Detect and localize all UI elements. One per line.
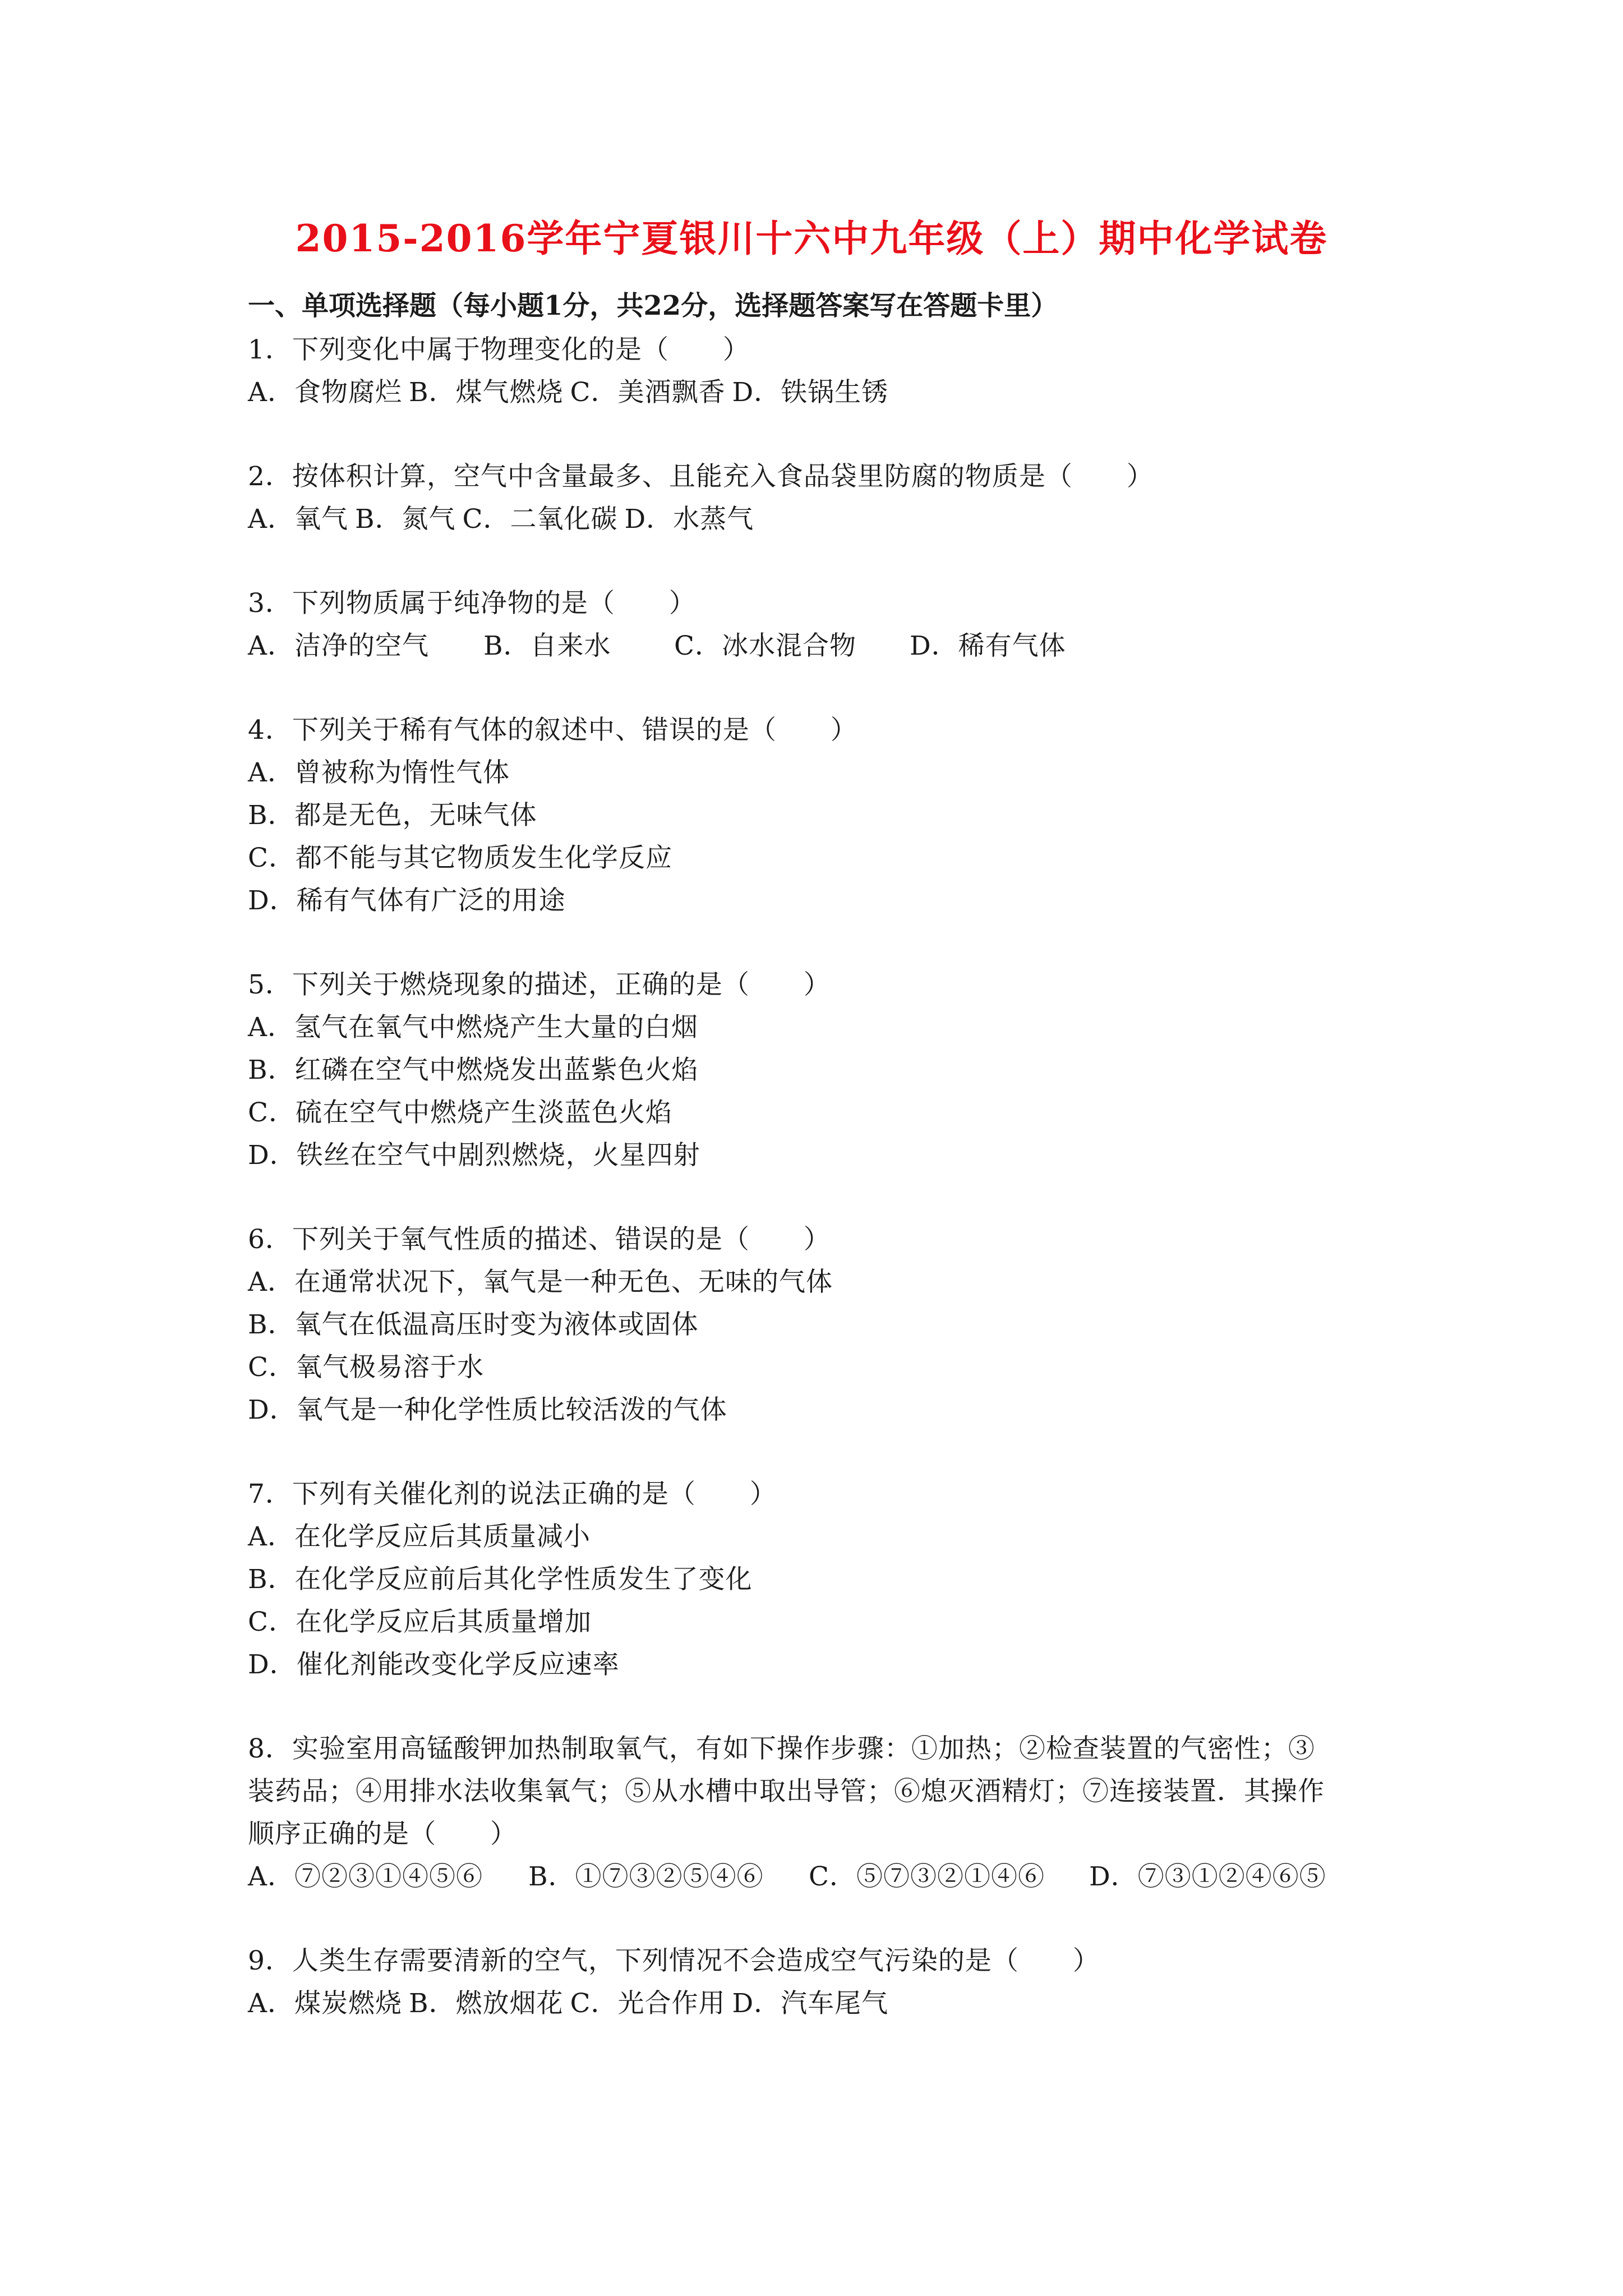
option-c: C．美酒飘香	[570, 377, 726, 408]
option-a: A．食物腐烂	[248, 377, 402, 408]
exam-title: 2015-2016学年宁夏银川十六中九年级（上）期中化学试卷	[295, 217, 1328, 260]
question-stem: 2．按体积计算，空气中含量最多、且能充入食品袋里防腐的物质是（ ）	[248, 461, 1154, 492]
option-d: D．汽车尾气	[732, 1988, 889, 2019]
option-a: A．在化学反应后其质量减小	[248, 1521, 591, 1552]
question-stem-line-1: 8．实验室用高锰酸钾加热制取氧气，有如下操作步骤：①加热；②检查装置的气密性；③	[248, 1733, 1315, 1764]
option-b: B．煤气燃烧	[408, 377, 564, 408]
option-b: B．自来水	[483, 631, 611, 661]
option-b: B．都是无色，无味气体	[248, 800, 537, 831]
option-b: B．氧气在低温高压时变为液体或固体	[248, 1309, 699, 1340]
option-a: A．煤炭燃烧	[248, 1988, 402, 2019]
question-stem-line-3: 顺序正确的是（ ）	[248, 1819, 517, 1849]
option-b: B．①⑦③②⑤④⑥	[528, 1861, 764, 1892]
option-b: B．氮气	[354, 504, 456, 535]
option-d: D．水蒸气	[624, 504, 754, 535]
question-6	[248, 1218, 1392, 1432]
option-c: C．二氧化碳	[462, 504, 618, 535]
section-heading: 一、单项选择题（每小题1分，共22分，选择题答案写在答题卡里）	[248, 290, 1058, 321]
option-c: C．氧气极易溶于水	[248, 1352, 484, 1383]
option-b: B．红磷在空气中燃烧发出蓝紫色火焰	[248, 1055, 699, 1085]
question-stem-line-2: 装药品；④用排水法收集氧气；⑤从水槽中取出导管；⑥熄灭酒精灯；⑦连接装置．其操作	[248, 1776, 1325, 1807]
option-a: A．在通常状况下，氧气是一种无色、无味的气体	[248, 1267, 833, 1297]
option-a: A．曾被称为惰性气体	[248, 757, 510, 788]
option-d: D．氧气是一种化学性质比较活泼的气体	[248, 1395, 727, 1425]
option-c: C．硫在空气中燃烧产生淡蓝色火焰	[248, 1097, 672, 1128]
option-row	[248, 498, 1392, 541]
option-d: D．稀有气体	[910, 631, 1066, 661]
question-list	[248, 329, 1392, 2067]
question-7	[248, 1473, 1392, 1686]
option-a: A．⑦②③①④⑤⑥	[248, 1861, 483, 1892]
question-9	[248, 1940, 1392, 2025]
option-row	[248, 1856, 1392, 1898]
option-c: C．在化学反应后其质量增加	[248, 1607, 592, 1637]
option-c: C．⑤⑦③②①④⑥	[809, 1861, 1045, 1892]
question-stem: 5．下列关于燃烧现象的描述，正确的是（ ）	[248, 969, 831, 1000]
option-a: A．氧气	[248, 504, 348, 535]
option-row	[248, 371, 1392, 414]
option-row	[248, 625, 1392, 668]
question-stem: 7．下列有关催化剂的说法正确的是（ ）	[248, 1479, 777, 1510]
question-4	[248, 709, 1392, 922]
option-a: A．洁净的空气	[248, 631, 429, 661]
option-b: B．在化学反应前后其化学性质发生了变化	[248, 1564, 753, 1595]
question-8	[248, 1728, 1392, 1898]
question-3	[248, 582, 1392, 668]
question-1	[248, 329, 1392, 414]
question-5	[248, 964, 1392, 1177]
question-stem: 9．人类生存需要清新的空气，下列情况不会造成空气污染的是（ ）	[248, 1945, 1100, 1976]
option-c: C．都不能与其它物质发生化学反应	[248, 843, 672, 873]
question-stem: 3．下列物质属于纯净物的是（ ）	[248, 588, 696, 619]
question-stem: 6．下列关于氧气性质的描述、错误的是（ ）	[248, 1224, 831, 1255]
option-c: C．光合作用	[570, 1988, 726, 2019]
option-d: D．⑦③①②④⑥⑤	[1089, 1861, 1326, 1892]
question-stem: 4．下列关于稀有气体的叙述中、错误的是（ ）	[248, 715, 857, 746]
option-d: D．稀有气体有广泛的用途	[248, 885, 566, 916]
option-a: A．氢气在氧气中燃烧产生大量的白烟	[248, 1012, 698, 1043]
option-b: B．燃放烟花	[408, 1988, 564, 2019]
question-stem: 1．下列变化中属于物理变化的是（ ）	[248, 334, 750, 365]
option-d: D．铁锅生锈	[732, 377, 889, 408]
option-c: C．冰水混合物	[674, 631, 856, 661]
option-d: D．铁丝在空气中剧烈燃烧，火星四射	[248, 1140, 700, 1171]
option-row	[248, 1982, 1392, 2025]
option-d: D．催化剂能改变化学反应速率	[248, 1649, 620, 1680]
question-2	[248, 455, 1392, 541]
